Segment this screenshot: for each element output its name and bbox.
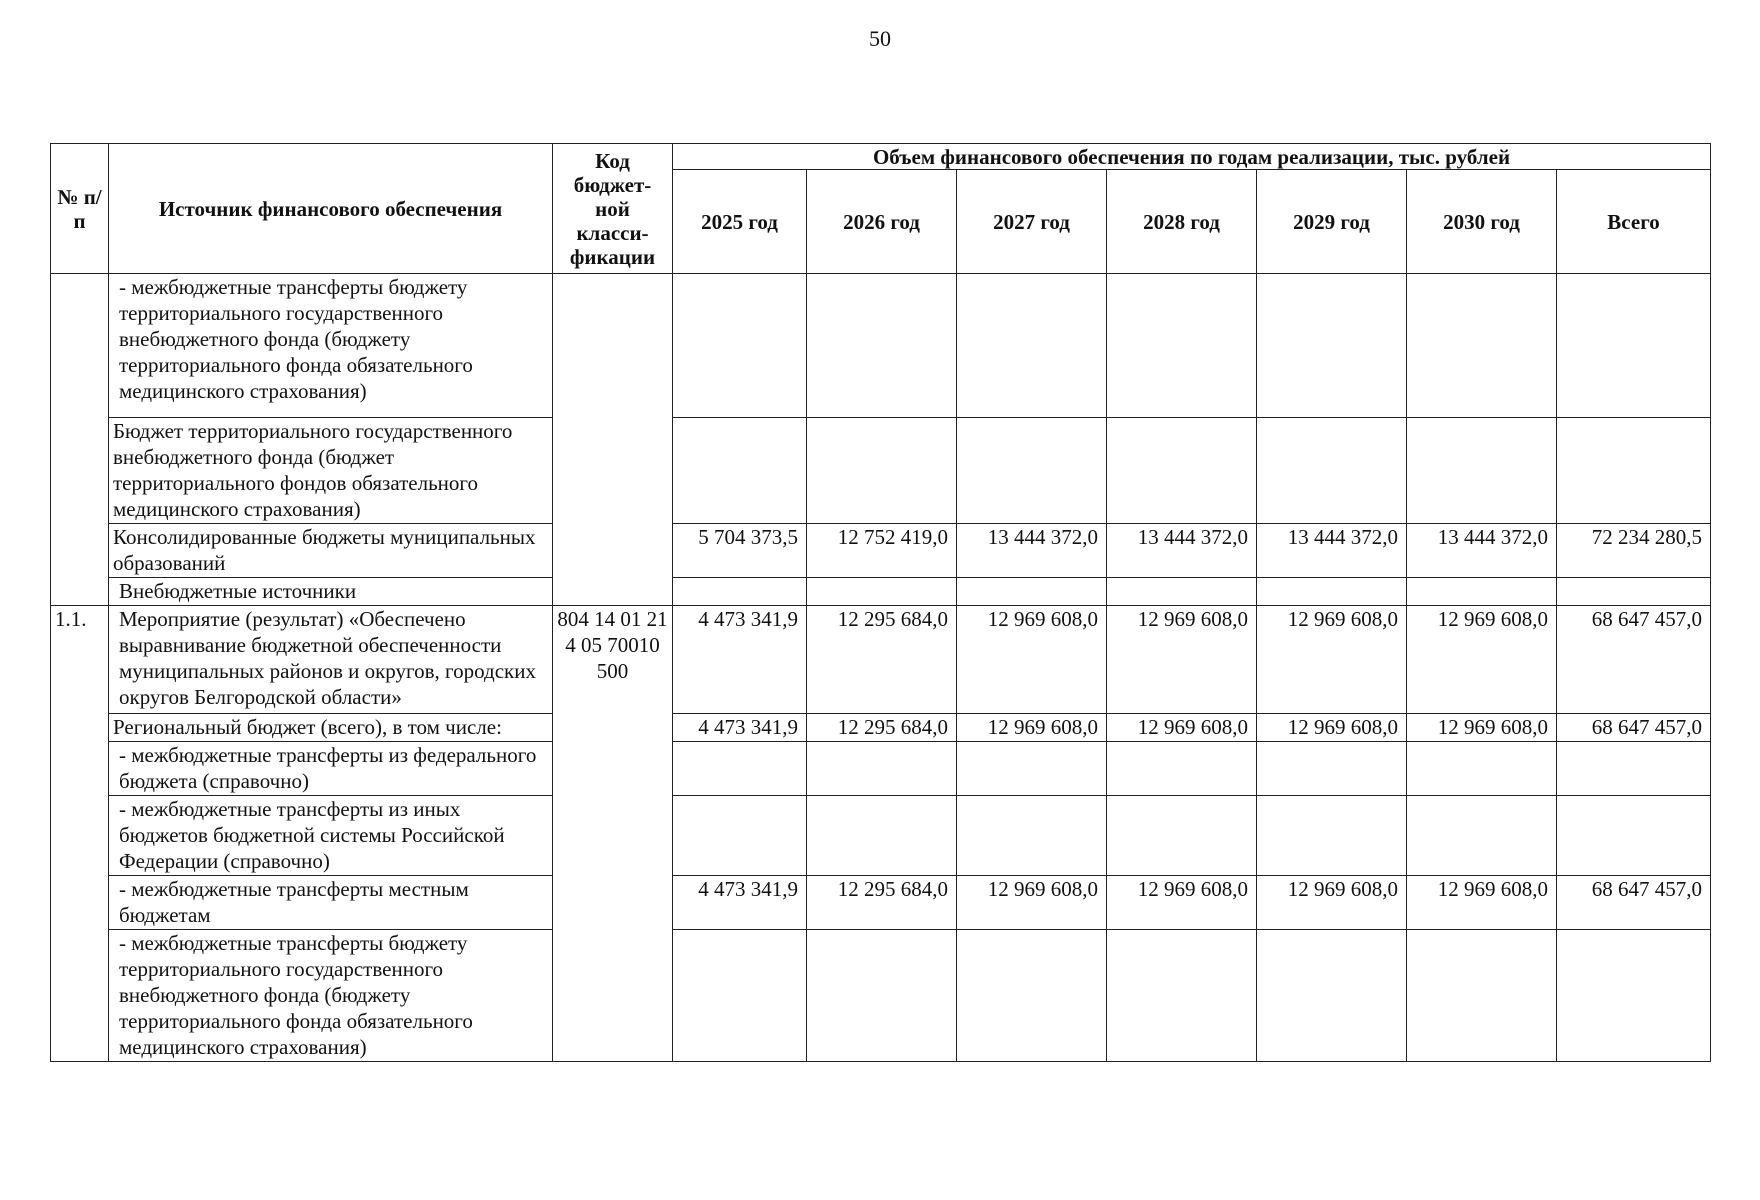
cell-2030 — [1407, 578, 1557, 606]
cell-total — [1557, 578, 1711, 606]
cell-2026 — [807, 930, 957, 1062]
header-code: Код бюджет-ной класси-фикации — [553, 144, 673, 274]
cell-2027: 12 969 608,0 — [957, 876, 1107, 930]
cell-2028 — [1107, 418, 1257, 524]
header-total: Всего — [1557, 170, 1711, 274]
row-source: - межбюджетные трансферты местным бюджетам — [109, 876, 553, 930]
header-year-2030: 2030 год — [1407, 170, 1557, 274]
table-row — [51, 578, 1711, 606]
cell-2027 — [957, 274, 1107, 418]
table-row — [51, 930, 1711, 1062]
table-row — [51, 714, 1711, 742]
header-num: № п/п — [51, 144, 109, 274]
cell-total: 72 234 280,5 — [1557, 524, 1711, 578]
row-source: Бюджет территориального государственного внебюджетного фонда (бюджет территориального фондов обязательного медицинского страхования) — [109, 418, 553, 524]
cell-2028: 12 969 608,0 — [1107, 606, 1257, 714]
cell-2026 — [807, 742, 957, 796]
cell-2028: 12 969 608,0 — [1107, 714, 1257, 742]
cell-2027 — [957, 796, 1107, 876]
cell-2028: 13 444 372,0 — [1107, 524, 1257, 578]
table-row — [51, 742, 1711, 796]
cell-total — [1557, 418, 1711, 524]
row-source: - межбюджетные трансферты бюджету территориального государственного внебюджетного фонда (бюджету территориального фонда обязательного медицинского страхования) — [109, 274, 553, 418]
cell-2026 — [807, 418, 957, 524]
row-source: Консолидированные бюджеты муниципальных образований — [109, 524, 553, 578]
row-source: Внебюджетные источники — [109, 578, 553, 606]
cell-2027 — [957, 930, 1107, 1062]
cell-2028 — [1107, 578, 1257, 606]
cell-2028 — [1107, 796, 1257, 876]
cell-2029 — [1257, 796, 1407, 876]
row-number: 1.1. — [51, 606, 109, 1062]
cell-2025 — [673, 930, 807, 1062]
cell-total — [1557, 742, 1711, 796]
header-year-2028: 2028 год — [1107, 170, 1257, 274]
cell-2026 — [807, 274, 957, 418]
table-row — [51, 606, 1711, 714]
cell-2030 — [1407, 274, 1557, 418]
page-number: 50 — [869, 26, 891, 51]
cell-2029 — [1257, 578, 1407, 606]
row-source: - межбюджетные трансферты из федерального бюджета (справочно) — [109, 742, 553, 796]
cell-2026 — [807, 578, 957, 606]
header-row-1 — [51, 144, 1711, 170]
cell-2025: 5 704 373,5 — [673, 524, 807, 578]
row-source: - межбюджетные трансферты бюджету территориального государственного внебюджетного фонда (бюджету территориального фонда обязательного медицинского страхования) — [109, 930, 553, 1062]
cell-total — [1557, 796, 1711, 876]
header-year-2025: 2025 год — [673, 170, 807, 274]
header-year-2029: 2029 год — [1257, 170, 1407, 274]
cell-2027: 12 969 608,0 — [957, 606, 1107, 714]
cell-2030 — [1407, 796, 1557, 876]
cell-2028 — [1107, 742, 1257, 796]
cell-2028: 12 969 608,0 — [1107, 876, 1257, 930]
table-row — [51, 418, 1711, 524]
table-row — [51, 876, 1711, 930]
cell-2028 — [1107, 930, 1257, 1062]
cell-2025: 4 473 341,9 — [673, 606, 807, 714]
cell-2025 — [673, 578, 807, 606]
row-number — [51, 274, 109, 606]
cell-2030: 12 969 608,0 — [1407, 714, 1557, 742]
header-year-2026: 2026 год — [807, 170, 957, 274]
row-source: Мероприятие (результат) «Обеспечено выравнивание бюджетной обеспеченности муниципальных районов и округов, городских округов Белгородской области» — [109, 606, 553, 714]
header-source: Источник финансового обеспечения — [109, 144, 553, 274]
cell-2026: 12 295 684,0 — [807, 606, 957, 714]
cell-total — [1557, 930, 1711, 1062]
cell-2030 — [1407, 742, 1557, 796]
cell-2026 — [807, 796, 957, 876]
cell-2030: 13 444 372,0 — [1407, 524, 1557, 578]
cell-2027 — [957, 578, 1107, 606]
row-code: 804 14 01 21 4 05 70010 500 — [553, 606, 673, 1062]
cell-2027: 13 444 372,0 — [957, 524, 1107, 578]
cell-2025: 4 473 341,9 — [673, 714, 807, 742]
row-source: - межбюджетные трансферты из иных бюджетов бюджетной системы Российской Федерации (справочно) — [109, 796, 553, 876]
cell-2025 — [673, 418, 807, 524]
cell-2029: 12 969 608,0 — [1257, 606, 1407, 714]
cell-2025 — [673, 274, 807, 418]
cell-total: 68 647 457,0 — [1557, 714, 1711, 742]
cell-2029 — [1257, 274, 1407, 418]
cell-2026: 12 295 684,0 — [807, 714, 957, 742]
cell-2029: 13 444 372,0 — [1257, 524, 1407, 578]
table-row — [51, 796, 1711, 876]
header-year-2027: 2027 год — [957, 170, 1107, 274]
cell-2026: 12 295 684,0 — [807, 876, 957, 930]
cell-2030 — [1407, 930, 1557, 1062]
cell-2029 — [1257, 742, 1407, 796]
cell-2030: 12 969 608,0 — [1407, 606, 1557, 714]
cell-2027: 12 969 608,0 — [957, 714, 1107, 742]
row-source: Региональный бюджет (всего), в том числе: — [109, 714, 553, 742]
cell-2029 — [1257, 418, 1407, 524]
cell-2029: 12 969 608,0 — [1257, 876, 1407, 930]
cell-2027 — [957, 742, 1107, 796]
row-code — [553, 274, 673, 606]
cell-total — [1557, 274, 1711, 418]
header-volume: Объем финансового обеспечения по годам реализации, тыс. рублей — [673, 144, 1711, 170]
cell-2025 — [673, 796, 807, 876]
cell-2029: 12 969 608,0 — [1257, 714, 1407, 742]
cell-total: 68 647 457,0 — [1557, 876, 1711, 930]
table-row — [51, 524, 1711, 578]
financing-table — [50, 143, 1711, 1062]
table-row — [51, 274, 1711, 418]
cell-2028 — [1107, 274, 1257, 418]
cell-2025: 4 473 341,9 — [673, 876, 807, 930]
cell-2025 — [673, 742, 807, 796]
cell-2030: 12 969 608,0 — [1407, 876, 1557, 930]
cell-2026: 12 752 419,0 — [807, 524, 957, 578]
cell-total: 68 647 457,0 — [1557, 606, 1711, 714]
cell-2027 — [957, 418, 1107, 524]
cell-2030 — [1407, 418, 1557, 524]
cell-2029 — [1257, 930, 1407, 1062]
